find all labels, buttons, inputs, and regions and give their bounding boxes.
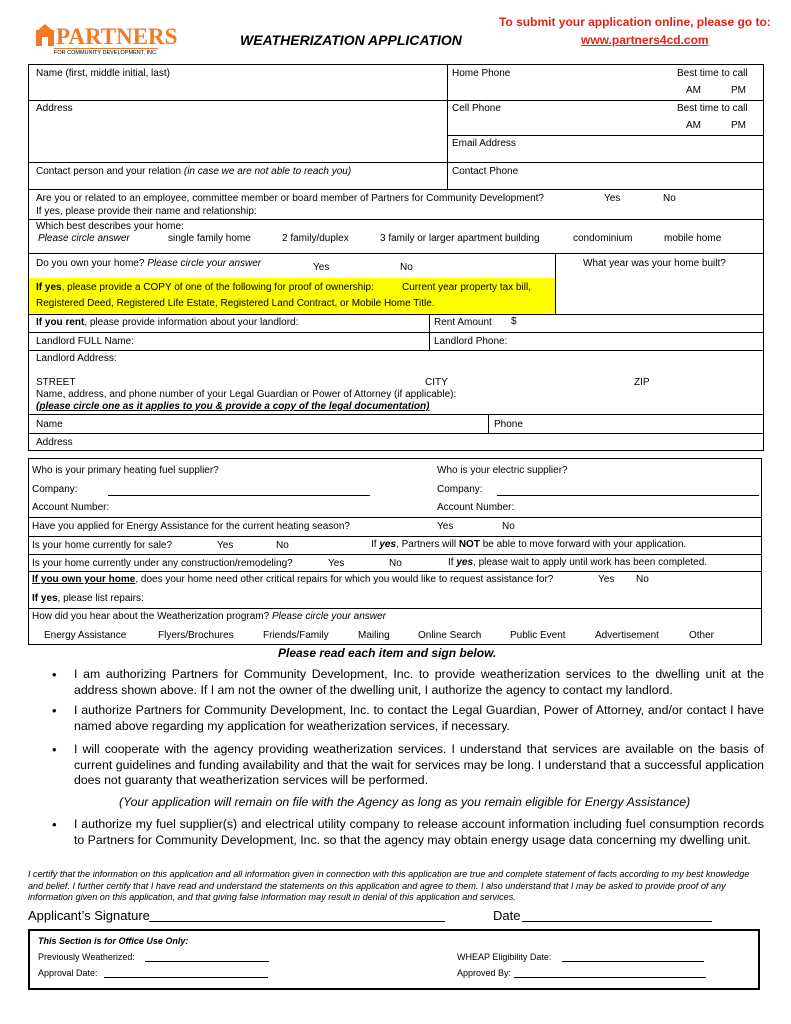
source-advertisement[interactable]: Advertisement (595, 630, 659, 641)
agreement-item-2: • I authorize Partners for Community Development, Inc. to contact the Legal Guardian, Power of Attorney, and/or contact I have named above regarding my application for weatherization services, if necessary. (74, 703, 764, 734)
constr-note-yes: yes (456, 557, 474, 568)
logo-tagline: FOR COMMUNITY DEVELOPMENT, INC. (54, 50, 158, 56)
repairs-list-label (32, 593, 144, 604)
rent-amount-label: Rent Amount (434, 317, 492, 328)
source-energy-assistance[interactable]: Energy Assistance (44, 630, 127, 641)
pm-option-1[interactable]: PM (731, 85, 746, 96)
source-friends-family[interactable]: Friends/Family (263, 630, 329, 641)
approved-by-field[interactable] (514, 968, 706, 978)
agreement-item-1: • I am authorizing Partners for Community Development, Inc. to provide weatherization services to the dwelling unit at the address shown above. If I am not the owner of the dwelling unit, I authorize the agency to contact my landlord. (74, 667, 764, 698)
home-type-condominium[interactable]: condominium (573, 233, 633, 244)
employee-no-option[interactable]: No (663, 193, 676, 204)
approval-date-field[interactable] (104, 968, 268, 978)
heating-supplier-question: Who is your primary heating fuel supplier? (32, 465, 219, 476)
electric-company-label: Company: (437, 484, 483, 495)
construction-note (448, 557, 707, 568)
proof-line-1-text: , please provide a COPY of one of the following for proof of ownership: (61, 282, 374, 293)
rent-question (36, 317, 298, 328)
certification-text: I certify that the information on this application and all information given in connection with this application are true and complete statement of facts according to my best knowledge and belief. I further certify that I have read and understand the statements on this application and agree to them. I also understand that I may be asked to provide proof of any information given on this application, and that giving false information may result in denial of this application and services. (28, 869, 750, 902)
employee-yes-option[interactable]: Yes (604, 193, 621, 204)
agreement-heading: Please read each item and sign below. (278, 646, 497, 660)
proof-tax-bill: Current year property tax bill, (402, 282, 531, 293)
employee-question: Are you or related to an employee, committee member or board member of Partners for Community Development? (36, 193, 544, 204)
rent-dollar-sign: $ (511, 316, 517, 327)
contact-person-label (36, 166, 351, 177)
guardian-address-label: Address (36, 437, 73, 448)
source-mailing[interactable]: Mailing (358, 630, 390, 641)
year-built-label: What year was your home built? (583, 258, 726, 269)
city-label: CITY (425, 377, 448, 388)
electric-supplier-question: Who is your electric supplier? (437, 465, 568, 476)
proof-of-ownership-line-2: Registered Deed, Registered Life Estate, Registered Land Contract, or Mobile Home Title. (36, 298, 435, 309)
sale-note-yes: yes (379, 539, 397, 550)
submit-url-link[interactable]: www.partners4cd.com (581, 33, 709, 47)
home-type-mobile-home[interactable]: mobile home (664, 233, 722, 244)
for-sale-yes-option[interactable]: Yes (217, 540, 234, 551)
home-type-single-family[interactable]: single family home (168, 233, 251, 244)
own-home-question (36, 258, 261, 269)
remain-on-file-note: (Your application will remain on file with the Agency as long as you remain eligible for Energy Assistance) (119, 795, 691, 809)
repairs-if-yes: If yes (32, 593, 58, 604)
home-type-duplex[interactable]: 2 family/duplex (282, 233, 349, 244)
previously-weatherized-label: Previously Weatherized: (38, 952, 135, 962)
home-type-instruction: Please circle answer (38, 233, 130, 244)
best-time-label-1: Best time to call (677, 68, 748, 79)
approval-date-label: Approval Date: (38, 968, 98, 978)
sale-note-mid: , Partners will (396, 539, 457, 550)
home-type-apartment[interactable]: 3 family or larger apartment building (380, 233, 540, 244)
proof-of-ownership-line-1 (36, 282, 374, 293)
electric-account-label: Account Number: (437, 502, 515, 513)
for-sale-question: Is your home currently for sale? (32, 540, 173, 551)
repairs-own-home: If you own your home (32, 574, 136, 585)
contact-person-text: Contact person and your relation (36, 166, 182, 177)
best-time-label-2: Best time to call (677, 103, 748, 114)
own-home-no-option[interactable]: No (400, 262, 413, 273)
energy-assistance-question: Have you applied for Energy Assistance for the current heating season? (32, 521, 350, 532)
construction-yes-option[interactable]: Yes (328, 558, 345, 569)
wheap-date-label: WHEAP Eligibility Date: (457, 952, 552, 962)
electric-company-field[interactable] (497, 485, 759, 496)
guardian-question: Name, address, and phone number of your Legal Guardian or Power of Attorney (if applicable): (36, 389, 457, 400)
zip-label: ZIP (634, 377, 650, 388)
hear-about-instruction: Please circle your answer (271, 611, 386, 622)
employee-followup: If yes, please provide their name and relationship: (36, 206, 257, 217)
own-home-yes-option[interactable]: Yes (313, 262, 330, 273)
am-option-1[interactable]: AM (686, 85, 701, 96)
office-use-heading: This Section is for Office Use Only: (38, 936, 189, 946)
sale-note-not: NOT (458, 539, 480, 550)
heating-company-field[interactable] (108, 485, 370, 496)
repairs-yes-option[interactable]: Yes (598, 574, 615, 585)
address-label: Address (36, 103, 73, 114)
constr-note-if: If (448, 557, 454, 568)
hear-about-question (32, 611, 386, 622)
page-title: WEATHERIZATION APPLICATION (240, 32, 462, 48)
landlord-name-label: Landlord FULL Name: (36, 336, 135, 347)
wheap-date-field[interactable] (562, 952, 704, 962)
construction-no-option[interactable]: No (389, 558, 402, 569)
date-field[interactable] (522, 908, 712, 922)
sale-note-if: If (371, 539, 377, 550)
previously-weatherized-field[interactable] (145, 952, 269, 962)
for-sale-note (371, 539, 686, 550)
submit-online-text: To submit your application online, please go to: (499, 15, 771, 29)
agreement-item-4: • I authorize my fuel supplier(s) and electrical utility company to release account information including fuel consumption records to Partners for Community Development, Inc. so that the agency may obtain energy usage data concerning my dwelling unit. (74, 817, 764, 848)
construction-question: Is your home currently under any construction/remodeling? (32, 558, 293, 569)
street-label: STREET (36, 377, 76, 388)
source-flyers-brochures[interactable]: Flyers/Brochures (158, 630, 234, 641)
repairs-question (32, 574, 553, 585)
source-public-event[interactable]: Public Event (510, 630, 566, 641)
rent-if-rent: If you rent (36, 317, 85, 328)
email-label: Email Address (452, 138, 516, 149)
landlord-phone-label: Landlord Phone: (434, 336, 508, 347)
heating-company-label: Company: (32, 484, 78, 495)
own-home-text: Do you own your home? (36, 258, 145, 269)
repairs-list-text: , please list repairs: (57, 593, 144, 604)
landlord-address-label: Landlord Address: (36, 353, 117, 364)
energy-no-option[interactable]: No (502, 521, 515, 532)
rent-rest-text: , please provide information about your landlord: (84, 317, 299, 328)
am-option-2[interactable]: AM (686, 120, 701, 131)
logo-wordmark: PARTNERS (56, 24, 178, 49)
approved-by-label: Approved By: (457, 968, 512, 978)
cell-phone-label: Cell Phone (452, 103, 501, 114)
date-label: Date (493, 908, 521, 923)
for-sale-no-option[interactable]: No (276, 540, 289, 551)
partners-logo (36, 24, 179, 58)
repairs-no-option[interactable]: No (636, 574, 649, 585)
hear-about-text: How did you hear about the Weatherization program? (32, 611, 270, 622)
own-home-instruction: Please circle your answer (147, 258, 262, 269)
source-online-search[interactable]: Online Search (418, 630, 482, 641)
energy-yes-option[interactable]: Yes (437, 521, 454, 532)
signature-label: Applicant’s Signature (28, 908, 150, 923)
guardian-phone-label: Phone (494, 419, 523, 430)
sale-note-post: be able to move forward with your application. (482, 539, 687, 550)
agreement-item-3: • I will cooperate with the agency providing weatherization services. I understand that services are available on the basis of current guidelines and funding availability and that the wait for services may be long. I understand that a successful application does not guaranty that weatherization services will be performed. (74, 742, 764, 789)
guardian-name-label: Name (36, 419, 63, 430)
contact-phone-label: Contact Phone (452, 166, 519, 177)
contact-person-note: (in case we are not able to reach you) (183, 166, 352, 177)
repairs-question-text: , does your home need other critical repairs for which you would like to request assistance for? (135, 574, 554, 585)
guardian-instruction: (please circle one as it applies to you & provide a copy of the legal documentation) (36, 401, 430, 412)
constr-note-post: , please wait to apply until work has been completed. (473, 557, 708, 568)
signature-field[interactable] (149, 908, 445, 922)
heating-account-label: Account Number: (32, 502, 110, 513)
source-other[interactable]: Other (689, 630, 715, 641)
pm-option-2[interactable]: PM (731, 120, 746, 131)
name-label: Name (first, middle initial, last) (36, 68, 170, 79)
home-type-question: Which best describes your home: (36, 221, 184, 232)
proof-if-yes: If yes (36, 282, 62, 293)
home-phone-label: Home Phone (452, 68, 511, 79)
